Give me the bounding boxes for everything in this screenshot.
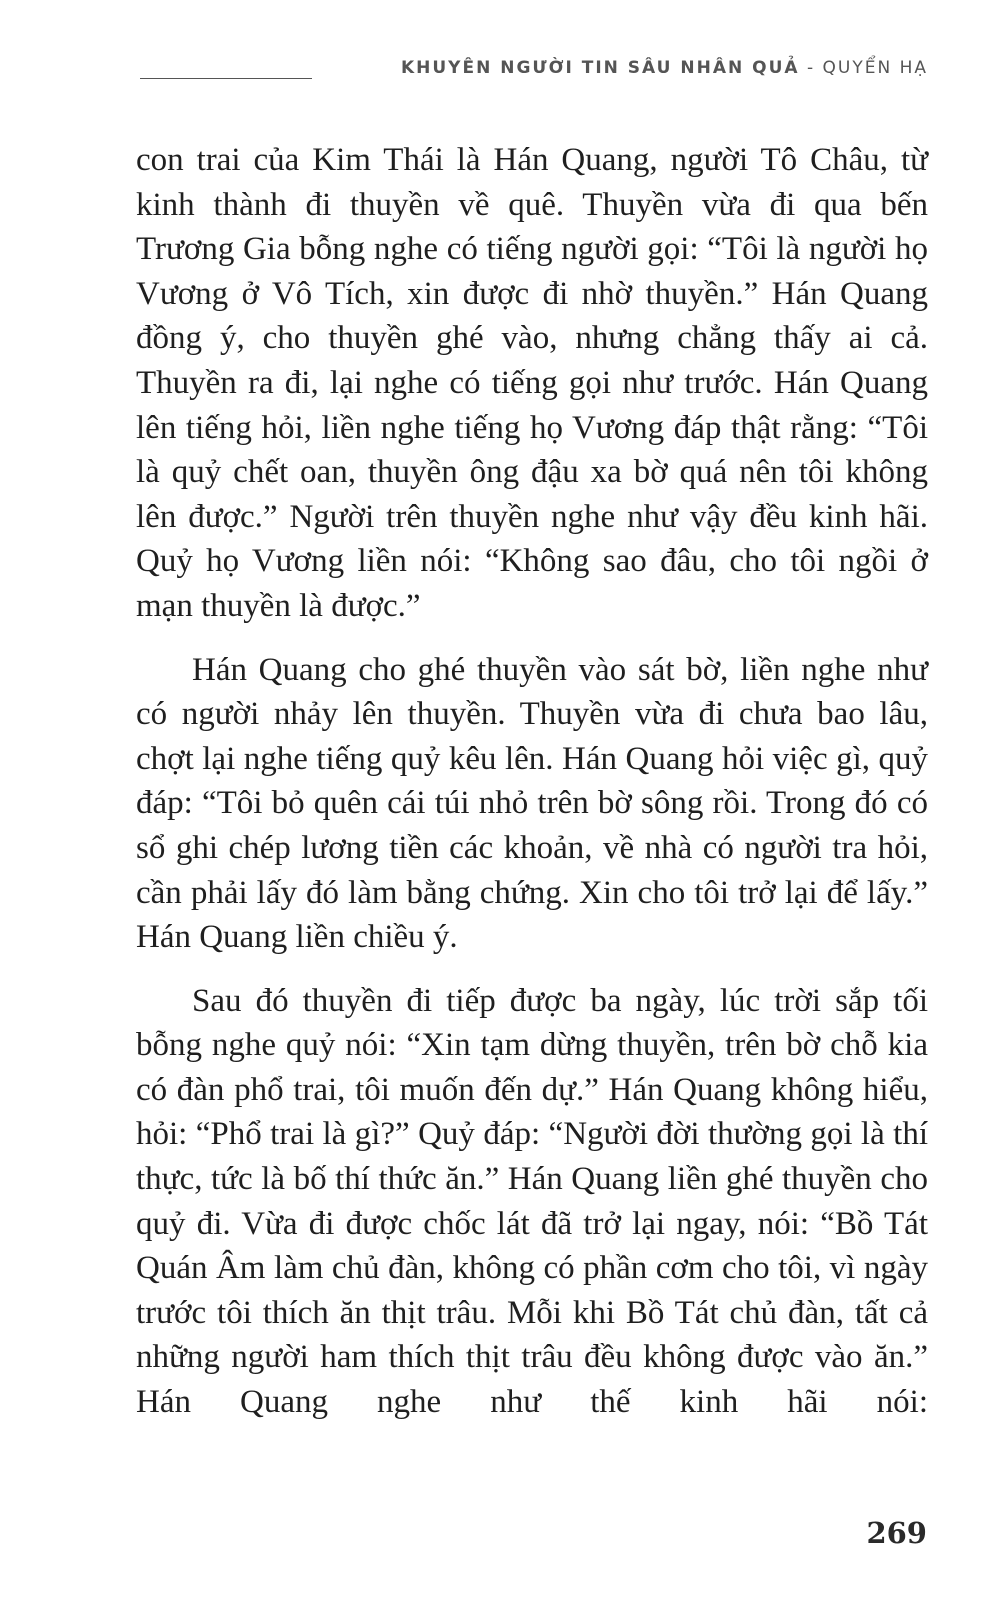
paragraph-3: Sau đó thuyền đi tiếp được ba ngày, lúc trời sắp tối bỗng nghe quỷ nói: “Xin tạm dừng thuyền, trên bờ chỗ kia có đàn phổ trai, tôi muốn đến dự.” Hán Quang không hiểu, hỏi: “Phổ trai là gì?” Quỷ đáp: “Người đời thường gọi là thí thực, tức là bố thí thức ăn.” Hán Quang liền ghé thuyền cho quỷ đi. Vừa đi được chốc lát đã trở lại ngay, nói: “Bồ Tát Quán Âm làm chủ đàn, không có phần cơm cho tôi, vì ngày trước tôi thích ăn thịt trâu. Mỗi khi Bồ Tát chủ đàn, tất cả những người ham thích thịt trâu đều không được vào ăn.” Hán Quang nghe như thế kinh hãi nói: [136,982,928,1421]
running-header [0,58,1000,88]
page-number: 269 [866,1516,927,1550]
body-text [136,138,928,1444]
header-rule [140,78,312,79]
header-title [401,58,928,78]
volume-label: QUYỂN HẠ [822,58,928,78]
paragraph-1: con trai của Kim Thái là Hán Quang, người Tô Châu, từ kinh thành đi thuyền về quê. Thuyền vừa đi qua bến Trương Gia bỗng nghe có tiếng người gọi: “Tôi là người họ Vương ở Vô Tích, xin được đi nhờ thuyền.” Hán Quang đồng ý, cho thuyền ghé vào, nhưng chẳng thấy ai cả. Thuyền ra đi, lại nghe có tiếng gọi như trước. Hán Quang lên tiếng hỏi, liền nghe tiếng họ Vương đáp thật rằng: “Tôi là quỷ chết oan, thuyền ông đậu xa bờ quá nên tôi không lên được.” Người trên thuyền nghe như vậy đều kinh hãi. Quỷ họ Vương liền nói: “Không sao đâu, cho tôi ngồi ở mạn thuyền là được.” [136,142,928,624]
header-separator: - [799,58,823,78]
book-title: KHUYÊN NGƯỜI TIN SÂU NHÂN QUẢ [400,58,800,78]
paragraph-2: Hán Quang cho ghé thuyền vào sát bờ, liền nghe như có người nhảy lên thuyền. Thuyền vừa đi chưa bao lâu, chợt lại nghe tiếng quỷ kêu lên. Hán Quang hỏi việc gì, quỷ đáp: “Tôi bỏ quên cái túi nhỏ trên bờ sông rồi. Trong đó có sổ ghi chép lương tiền các khoản, về nhà có người tra hỏi, cần phải lấy đó làm bằng chứng. Xin cho tôi trở lại để lấy.” Hán Quang liền chiều ý. [136,651,928,956]
